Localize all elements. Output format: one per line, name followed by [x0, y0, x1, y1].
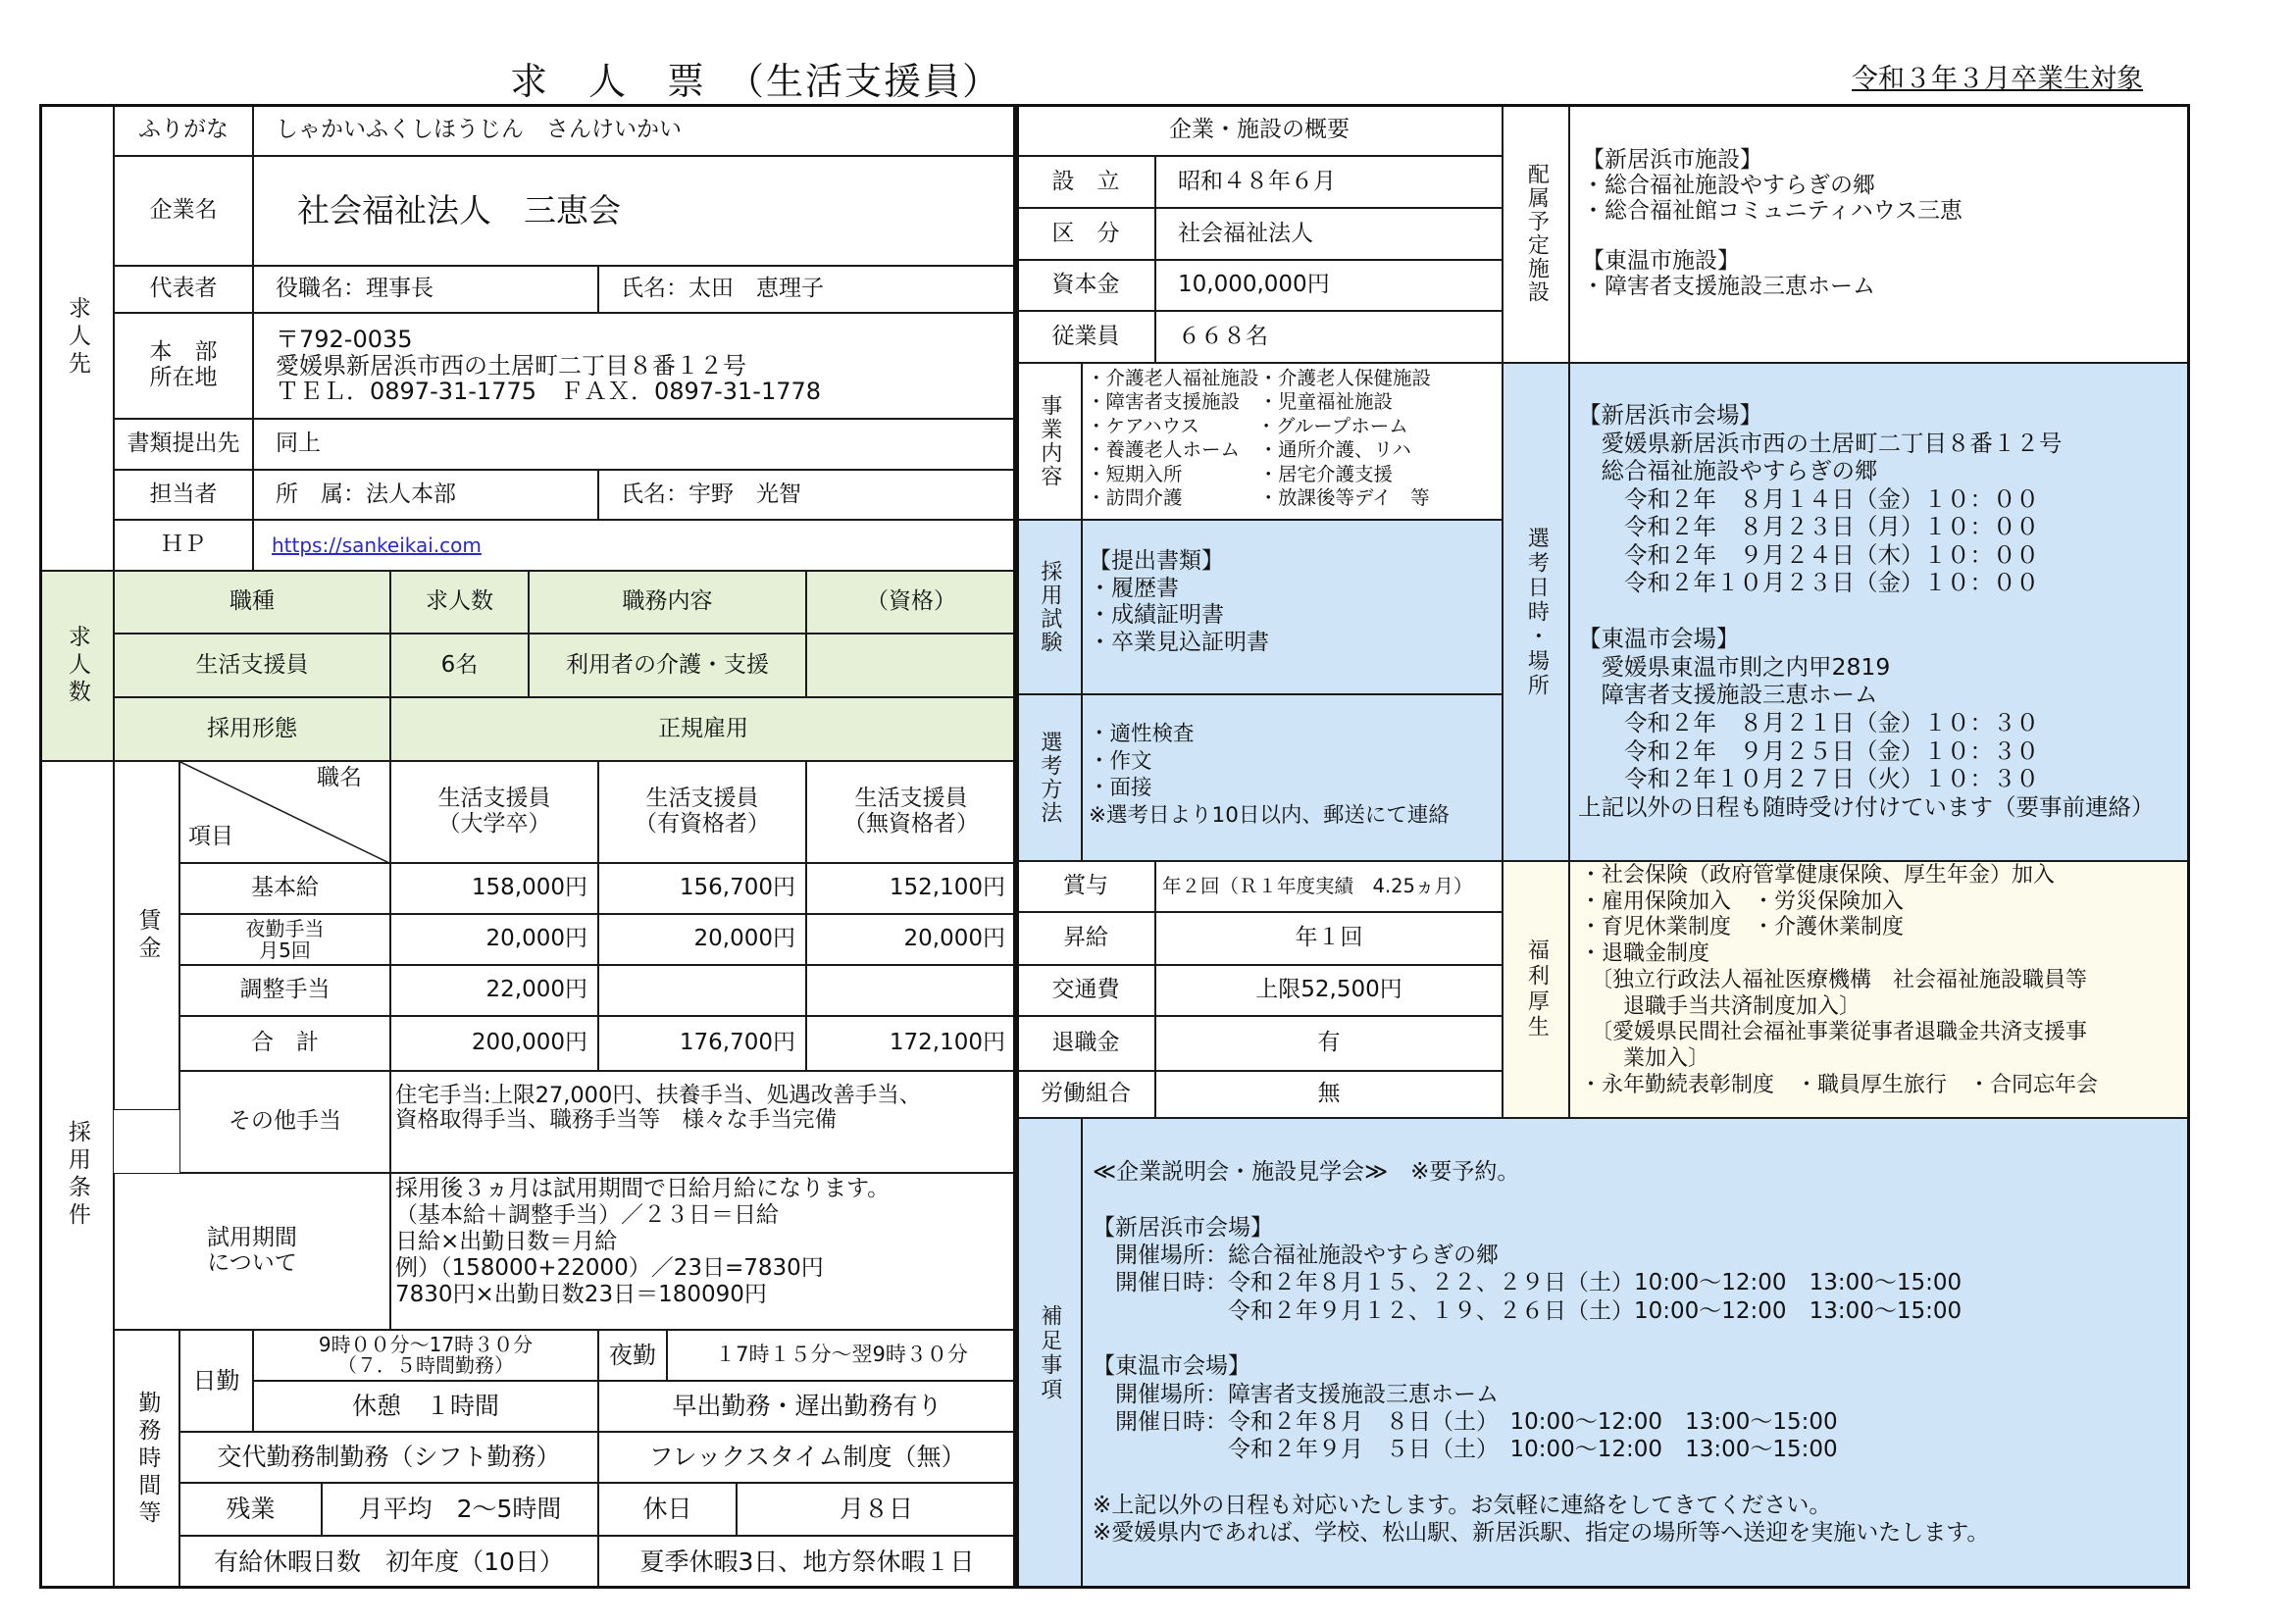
employees-value: ６６８名	[1155, 311, 1503, 363]
contact-label: 担当者	[114, 470, 253, 520]
wage-col-unqualified: 生活支援員 （無資格者）	[806, 761, 1016, 863]
contact-name: 氏名：宇野 光智	[598, 470, 1016, 520]
company-name-label: 企業名	[114, 156, 253, 266]
col-qualification: （資格）	[806, 571, 1016, 634]
founded-label: 設 立	[1016, 156, 1155, 208]
total-university: 200,000円	[390, 1016, 598, 1071]
overview-header: 企業・施設の概要	[1016, 104, 1503, 156]
night-allowance-unqualified: 20,000円	[806, 914, 1016, 965]
summer-leave: 夏季休暇3日、地方祭休暇１日	[598, 1536, 1016, 1589]
employees-label: 従業員	[1016, 311, 1155, 363]
welfare-content: ・社会保険（政府管掌健康保険、厚生年金）加入 ・雇用保険加入 ・労災保険加入 ・育児休業制度 ・介護休業制度 ・退職金制度 〔独立行政法人福祉医療機構 社会福祉施設職員等 退職手当共済制度加入〕 〔愛媛県民間社会福祉事業従事者退職金共済支援事 業加入〕 ・永年勤続表彰制度 ・職員厚生旅行 ・合同忘年会	[1569, 861, 2190, 1118]
capital-label: 資本金	[1016, 260, 1155, 311]
adjustment-allowance-university: 22,000円	[390, 965, 598, 1016]
furigana-label: ふりがな	[114, 104, 253, 156]
total-qualified: 176,700円	[598, 1016, 806, 1071]
schedule-content: 【新居浜市会場】 愛媛県新居浜市西の土居町二丁目８番１２号 総合福祉施設やすらぎの郷 令和２年 ８月１４日（金）１０：００ 令和２年 ８月２３日（月）１０：００ 令和２年 ９月２４日（木）１０：００ 令和２年１０月２３日（金）１０：００ 【東温市会場】 愛媛県東温市則之内甲2819 障害者支援施設三恵ホーム 令和２年 ８月２１日（金）１０：３０ 令和２年 ９月２５日（金）１０：３０ 令和２年１０月２７日（火）１０：３０ 上記以外の日程も随時受け付けています（要事前連絡）	[1569, 363, 2190, 861]
other-allowance: 住宅手当:上限27,000円、扶養手当、処遇改善手当、 資格取得手当、職務手当等 様々な手当完備	[390, 1071, 1016, 1173]
trial-period: 採用後３ヵ月は試用期間で日給月給になります。 （基本給＋調整手当）／２３日＝日給 日給×出勤日数＝月給 例）（158000+22000）／23日=7830円 7830円×出勤日数23日＝180090円	[390, 1173, 1016, 1330]
transport-value: 上限52,500円	[1155, 965, 1503, 1016]
representative-label: 代表者	[114, 266, 253, 313]
section-conditions-label: 採用条件	[39, 761, 114, 1589]
bonus-label: 賞与	[1016, 861, 1155, 912]
exam-documents: 【提出書類】 ・履歴書 ・成績証明書 ・卒業見込証明書	[1082, 520, 1503, 694]
supplement-label: 補足事項	[1016, 1118, 1082, 1589]
business-label: 事業内容	[1016, 363, 1082, 520]
col-count: 求人数	[390, 571, 529, 634]
capital-value: 10,000,000円	[1155, 260, 1503, 311]
night-allowance-qualified: 20,000円	[598, 914, 806, 965]
night-shift-hours: １7時１５分～翌9時３０分	[667, 1330, 1016, 1381]
adjustment-allowance-unqualified	[806, 965, 1016, 1016]
contact-department: 所 属：法人本部	[253, 470, 598, 520]
paid-leave: 有給休暇日数 初年度（10日）	[179, 1536, 598, 1589]
flextime: フレックスタイム制度（無）	[598, 1432, 1016, 1483]
overtime-label: 残業	[179, 1483, 322, 1536]
union-value: 無	[1155, 1071, 1503, 1118]
transport-label: 交通費	[1016, 965, 1155, 1016]
base-pay-unqualified: 152,100円	[806, 863, 1016, 914]
type-value: 社会福祉法人	[1155, 208, 1503, 260]
shift-system: 交代勤務制勤務（シフト勤務）	[179, 1432, 598, 1483]
retirement-value: 有	[1155, 1016, 1503, 1071]
docs-destination-label: 書類提出先	[114, 419, 253, 470]
company-name: 社会福祉法人 三恵会	[253, 156, 1016, 266]
day-shift-hours: 9時００分～17時３０分 （７．５時間勤務）	[253, 1330, 598, 1381]
placement-label: 配属予定施設	[1503, 104, 1569, 363]
supplement-content: ≪企業説明会・施設見学会≫ ※要予約。 【新居浜市会場】 開催場所：総合福祉施設やすらぎの郷 開催日時：令和２年８月１５、２２、２９日（土）10:00～12:00 13:00～15:00 令和２年９月１２、１９、２６日（土）10:00～12:00 13:00～15:00 【東温市会場】 開催場所：障害者支援施設三恵ホーム 開催日時：令和２年８月 ８日（土） 10:00～12:00 13:00～15:00 令和２年９月 ５日（土） 10:00～12:00 13:00～15:00 ※上記以外の日程も対応いたします。お気軽に連絡をしてきてください。 ※愛媛県内であれば、学校、松山駅、新居浜駅、指定の場所等へ送迎を実施いたします。	[1082, 1118, 2190, 1589]
representative-name: 氏名：太田 恵理子	[598, 266, 1016, 313]
other-allowance-label: その他手当	[179, 1071, 390, 1173]
job-count: 6名	[390, 634, 529, 697]
selection-method: ・適性検査 ・作文 ・面接 ※選考日より10日以内、郵送にて連絡	[1082, 694, 1503, 861]
trial-period-label: 試用期間 について	[114, 1173, 390, 1330]
wage-col-qualified: 生活支援員 （有資格者）	[598, 761, 806, 863]
exam-label: 採用試験	[1016, 520, 1082, 694]
diag-item-label: 項目	[188, 824, 233, 850]
wage-col-university: 生活支援員 （大学卒）	[390, 761, 598, 863]
overtime-value: 月平均 2～5時間	[322, 1483, 598, 1536]
union-label: 労働組合	[1016, 1071, 1155, 1118]
selection-method-label: 選考方法	[1016, 694, 1082, 861]
homepage-link[interactable]: https://sankeikai.com	[272, 533, 482, 557]
page-title: 求 人 票 （生活支援員）	[510, 60, 1002, 103]
holiday-label: 休日	[598, 1483, 737, 1536]
holiday-value: 月８日	[737, 1483, 1016, 1536]
schedule-label: 選考日時・場所	[1503, 363, 1569, 861]
representative-title: 役職名：理事長	[253, 266, 598, 313]
section-recruit-label: 求人数	[39, 571, 114, 761]
night-shift-label: 夜勤	[598, 1330, 667, 1381]
bonus-value: 年２回（Ｒ１年度実績 4.25ヵ月）	[1155, 861, 1503, 912]
job-duties: 利用者の介護・支援	[529, 634, 806, 697]
job-qualification	[806, 634, 1016, 697]
col-job: 職種	[114, 571, 390, 634]
address-value: 〒792-0035 愛媛県新居浜市西の土居町二丁目８番１２号 ＴＥＬ．0897-31-1775 ＦＡＸ．0897-31-1778	[253, 313, 1016, 419]
employment-form: 正規雇用	[390, 697, 1016, 761]
adjustment-allowance-label: 調整手当	[179, 965, 390, 1016]
base-pay-university: 158,000円	[390, 863, 598, 914]
docs-destination: 同上	[253, 419, 1016, 470]
job-title: 生活支援員	[114, 634, 390, 697]
raise-value: 年１回	[1155, 912, 1503, 965]
col-duties: 職務内容	[529, 571, 806, 634]
type-label: 区 分	[1016, 208, 1155, 260]
retirement-label: 退職金	[1016, 1016, 1155, 1071]
address-label: 本 部 所在地	[114, 313, 253, 419]
night-allowance-label: 夜勤手当 月5回	[179, 914, 390, 965]
section-company-label: 求人先	[39, 104, 114, 571]
welfare-label: 福利厚生	[1503, 861, 1569, 1118]
raise-label: 昇給	[1016, 912, 1155, 965]
night-allowance-university: 20,000円	[390, 914, 598, 965]
total-unqualified: 172,100円	[806, 1016, 1016, 1071]
wage-table-corner	[179, 761, 390, 863]
day-shift-label: 日勤	[179, 1330, 253, 1432]
total-label: 合 計	[179, 1016, 390, 1071]
hp-label: ＨＰ	[114, 520, 253, 571]
wage-label: 賃金	[114, 761, 179, 1110]
hours-label: 勤務時間等	[114, 1330, 179, 1589]
founded-value: 昭和４８年６月	[1155, 156, 1503, 208]
employment-form-label: 採用形態	[114, 697, 390, 761]
adjustment-allowance-qualified	[598, 965, 806, 1016]
base-pay-qualified: 156,700円	[598, 863, 806, 914]
base-pay-label: 基本給	[179, 863, 390, 914]
furigana-value: しゃかいふくしほうじん さんけいかい	[253, 104, 1016, 156]
placement-content: 【新居浜市施設】 ・総合福祉施設やすらぎの郷 ・総合福祉館コミュニティハウス三恵 【東温市施設】 ・障害者支援施設三恵ホーム	[1569, 104, 2190, 363]
diag-job-label: 職名	[317, 765, 362, 790]
target-graduates: 令和３年３月卒業生対象	[1852, 64, 2143, 94]
business-content: ・介護老人福祉施設・介護老人保健施設 ・障害者支援施設 ・児童福祉施設 ・ケアハウス ・グループホーム ・養護老人ホーム ・通所介護、リハ ・短期入所 ・居宅介護支援 ・訪問介護 ・放課後等デイ 等	[1082, 363, 1503, 520]
break-time: 休憩 １時間	[253, 1381, 598, 1432]
early-late-shift: 早出勤務・遅出勤務有り	[598, 1381, 1016, 1432]
